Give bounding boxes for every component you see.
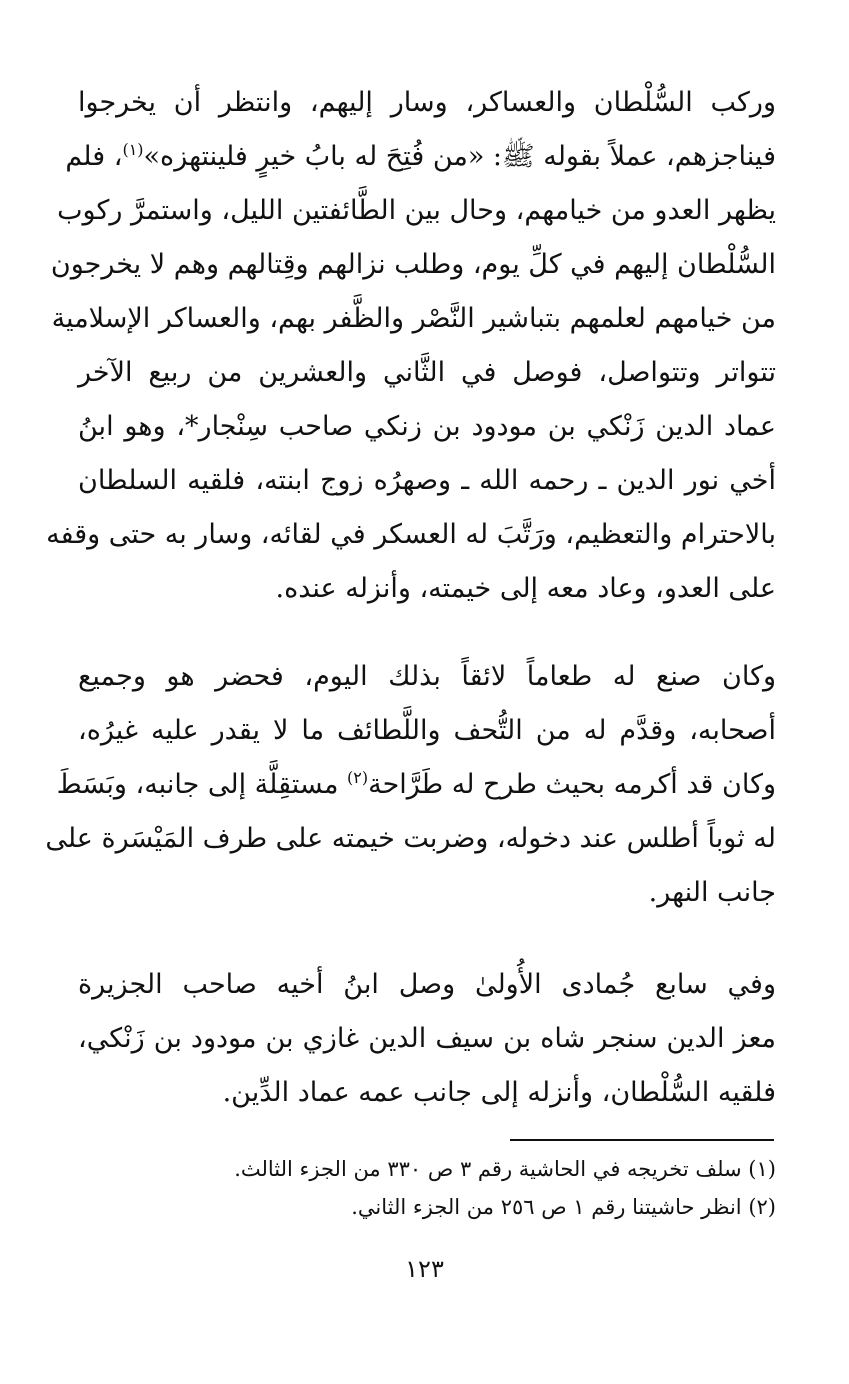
text-line: معز الدين سنجر شاه بن سيف الدين غازي بن مودود بن زَنْكي، <box>78 1023 776 1054</box>
text-line-with-footnote <box>56 758 776 812</box>
text-line: وركب السُّلْطان والعساكر، وسار إليهم، وانتظر أن يخرجوا <box>78 87 776 118</box>
text-line: وكان صنع له طعاماً لائقاً بذلك اليوم، فحضر هو وجميع <box>78 661 776 692</box>
text-line: أصحابه، وقدَّم له من التُّحف واللَّطائف ما لا يقدر عليه غيرُه، <box>78 715 776 746</box>
text-line: وفي سابع جُمادى الأُولىٰ وصل ابنُ أخيه صاحب الجزيرة <box>78 969 776 1000</box>
footnotes <box>78 1150 776 1226</box>
text-line: فلقيه السُّلْطان، وأنزله إلى جانب عمه عماد الدِّين. <box>222 1077 776 1108</box>
footnote-2: (٢) انظر حاشيتنا رقم ١ ص ٢٥٦ من الجزء الثاني. <box>351 1195 776 1219</box>
text-line: عماد الدين زَنْكي بن مودود بن زنكي صاحب سِنْجار*، وهو ابنُ <box>78 411 776 442</box>
footnote-separator <box>510 1139 774 1141</box>
text-line: أخي نور الدين ـ رحمه الله ـ وصهرُه زوج ابنته، فلقيه السلطان <box>78 465 776 496</box>
text-line: له ثوباً أطلس عند دخوله، وضربت خيمته على طرف المَيْسَرة على <box>45 823 776 854</box>
text-line: السُّلْطان إليهم في كلِّ يوم، وطلب نزالهم وقِتالهم وهم لا يخرجون <box>50 249 776 280</box>
text-line: بالاحترام والتعظيم، ورَتَّبَ له العسكر في لقائه، وسار به حتى وقفه <box>46 519 776 550</box>
footnote-1: (١) سلف تخريجه في الحاشية رقم ٣ ص ٣٣٠ من الجزء الثالث. <box>234 1157 776 1181</box>
text-segment: فيناجزهم، عملاً بقوله ﷺ: «من فُتِحَ له بابُ خيرٍ فلينتهزه» <box>143 141 776 172</box>
paragraph-1 <box>46 76 776 616</box>
text-segment: ، فلم <box>65 141 123 172</box>
paragraph-2 <box>45 650 776 920</box>
text-line: يظهر العدو من خيامهم، وحال بين الطَّائفتين الليل، واستمرَّ ركوب <box>57 195 776 226</box>
text-segment: مستقِلَّة إلى جانبه، وبَسَطَ <box>56 769 348 800</box>
footnote-marker-2: (٢) <box>347 768 369 787</box>
text-line: تتواتر وتتواصل، فوصل في الثَّاني والعشرين من ربيع الآخر <box>78 357 776 388</box>
paragraph-3 <box>78 958 776 1120</box>
text-line-with-footnote <box>65 130 776 184</box>
footnote-marker-1: (١) <box>122 140 144 159</box>
text-segment: وكان قد أكرمه بحيث طرح له طَرَّاحة <box>368 769 776 800</box>
page-number: ١٢٣ <box>405 1255 444 1283</box>
text-line: جانب النهر. <box>648 877 776 908</box>
text-line: على العدو، وعاد معه إلى خيمته، وأنزله عنده. <box>275 573 776 604</box>
text-line: من خيامهم لعلمهم بتباشير النَّصْر والظَّفر بهم، والعساكر الإسلامية <box>51 303 776 334</box>
